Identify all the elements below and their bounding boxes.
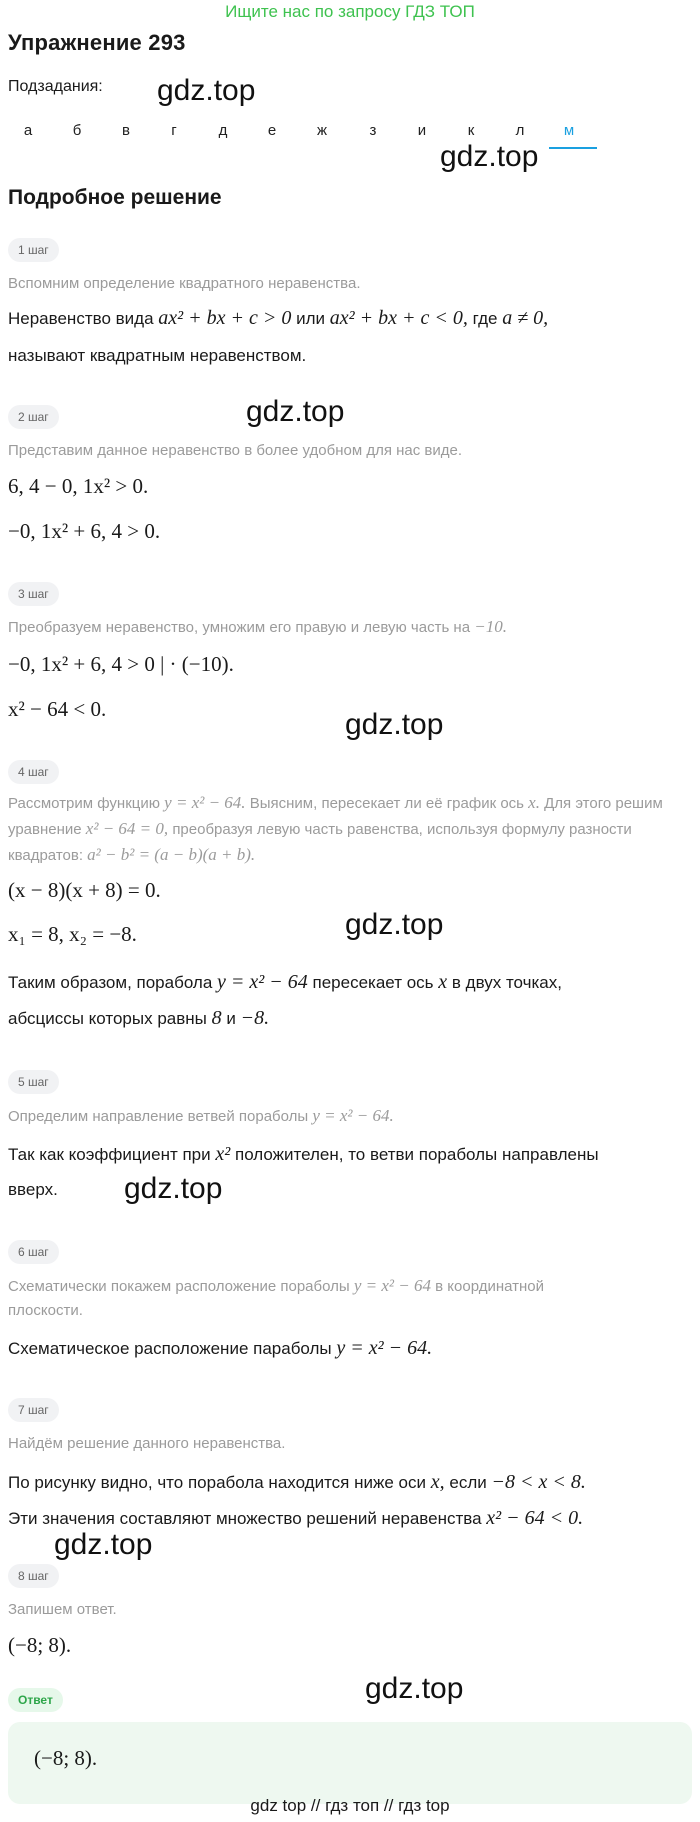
watermark: gdz.top xyxy=(157,74,256,107)
step-hint: Запишем ответ. xyxy=(8,1601,117,1618)
math-line: x² − 64 < 0. xyxy=(8,697,107,721)
footer-links[interactable]: gdz top // гдз топ // гдз top xyxy=(250,1796,450,1815)
math-line: −0, 1x² + 6, 4 > 0 | · (−10). xyxy=(8,652,234,676)
step-text: абсциссы которых равны 8 и −8. xyxy=(8,1007,270,1029)
tab-k[interactable]: к xyxy=(467,122,475,139)
subtasks-label: Подзадания: xyxy=(8,78,103,95)
tab-g[interactable]: г xyxy=(171,122,177,139)
math-line: (x − 8)(x + 8) = 0. xyxy=(8,878,161,902)
page-title: Упражнение 293 xyxy=(8,30,186,55)
active-tab-indicator xyxy=(549,147,597,149)
step-hint: Найдём решение данного неравенства. xyxy=(8,1435,286,1452)
step-text: Схематическое расположение параболы y = x² − 64. xyxy=(8,1337,433,1359)
math-line: (−8; 8). xyxy=(8,1633,72,1657)
step-badge: 2 шаг xyxy=(8,405,59,429)
step-text: вверх. xyxy=(8,1180,58,1199)
watermark: gdz.top xyxy=(345,908,444,941)
step-hint: Вспомним определение квадратного неравенства. xyxy=(8,275,361,292)
watermark: gdz.top xyxy=(54,1528,153,1561)
step-text: По рисунку видно, что порабола находится ниже оси x, если −8 < x < 8. xyxy=(8,1471,586,1493)
answer-value: (−8; 8). xyxy=(34,1746,98,1770)
answer-badge: Ответ xyxy=(8,1688,63,1712)
step-text: Неравенство вида ax² + bx + c > 0 или ax² + bx + c < 0, где a ≠ 0, xyxy=(8,307,549,329)
tab-v[interactable]: в xyxy=(122,122,130,139)
tab-zh[interactable]: ж xyxy=(316,122,328,139)
step-badge: 4 шаг xyxy=(8,760,59,784)
step-badge: 5 шаг xyxy=(8,1070,59,1094)
step-hint: Преобразуем неравенство, умножим его правую и левую часть на −10. xyxy=(8,617,507,636)
math-line: 6, 4 − 0, 1x² > 0. xyxy=(8,474,149,498)
step-hint: Представим данное неравенство в более удобном для нас виде. xyxy=(8,442,463,459)
step-badge: 3 шаг xyxy=(8,582,59,606)
step-hint: Схематически покажем расположение пораболы y = x² − 64 в координатной xyxy=(8,1276,544,1295)
search-banner[interactable]: Ищите нас по запросу ГДЗ ТОП xyxy=(225,2,475,21)
step-badge: 6 шаг xyxy=(8,1240,59,1264)
step-badge: 1 шаг xyxy=(8,238,59,262)
step-badge: 7 шаг xyxy=(8,1398,59,1422)
tab-d[interactable]: д xyxy=(218,122,228,139)
tab-i[interactable]: и xyxy=(417,122,427,139)
watermark: gdz.top xyxy=(345,708,444,741)
step-text: Таким образом, порабола y = x² − 64 пересекает ось x в двух точках, xyxy=(8,971,562,993)
watermark: gdz.top xyxy=(365,1672,464,1705)
step-hint: Определим направление ветвей пораболы y = x² − 64. xyxy=(8,1106,394,1125)
step-text: Так как коэффициент при x² положителен, то ветви пораболы направлены xyxy=(8,1143,599,1165)
step-text: Эти значения составляют множество решений неравенства x² − 64 < 0. xyxy=(8,1507,584,1529)
tab-e[interactable]: е xyxy=(267,122,277,139)
section-title: Подробное решение xyxy=(8,186,222,209)
step-text: называют квадратным неравенством. xyxy=(8,346,307,365)
watermark: gdz.top xyxy=(440,140,539,173)
watermark: gdz.top xyxy=(246,395,345,428)
math-line: −0, 1x² + 6, 4 > 0. xyxy=(8,519,161,543)
tab-b[interactable]: б xyxy=(72,122,82,139)
watermark: gdz.top xyxy=(124,1172,223,1205)
tab-a[interactable]: а xyxy=(23,122,33,139)
math-line: x₁ = 8, x₂ = −8. xyxy=(8,922,137,946)
tab-l[interactable]: л xyxy=(515,122,525,139)
tab-z[interactable]: з xyxy=(369,122,377,139)
answer-box xyxy=(8,1722,692,1804)
tab-m[interactable]: м xyxy=(563,122,575,139)
step-badge: 8 шаг xyxy=(8,1564,59,1588)
subtask-tabs xyxy=(8,117,608,151)
step-hint: плоскости. xyxy=(8,1302,83,1319)
step-hint: Рассмотрим функцию y = x² − 64. Выясним, пересекает ли её график ось x. Для этого решим уравнение x² − 64 = 0, преобразуя левую часть равенства, используя формулу разности квадратов: a² − b² = (a − b)(a + b). xyxy=(8,793,663,864)
